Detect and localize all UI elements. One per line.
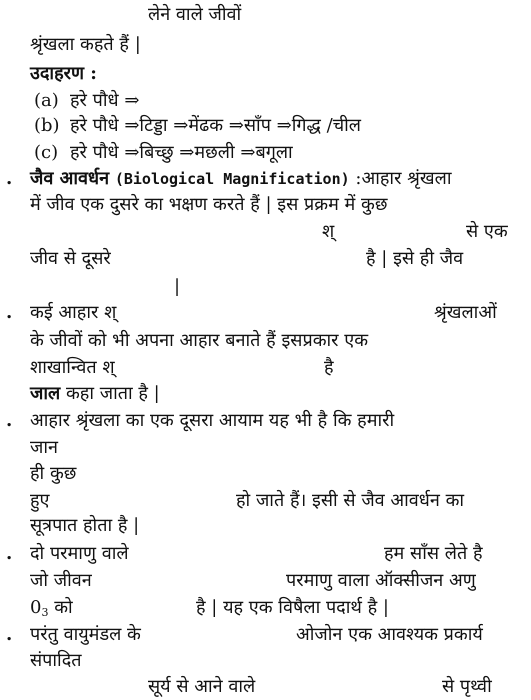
ozone-subscript: 3 bbox=[41, 606, 49, 619]
bullet: . bbox=[6, 302, 13, 323]
text-fragment: श् bbox=[322, 221, 335, 242]
text-fragment: कई आहार श् bbox=[30, 302, 117, 323]
paragraph-line bbox=[30, 168, 452, 190]
text-fragment: | bbox=[174, 276, 181, 297]
term-rest: कहा जाता है | bbox=[65, 383, 160, 404]
text-fragment: जान bbox=[30, 437, 59, 458]
example-marker: (c) bbox=[34, 142, 59, 163]
ozone-symbol: 0 bbox=[30, 597, 42, 618]
text-fragment: को bbox=[54, 597, 73, 618]
bullet: . bbox=[6, 410, 13, 431]
text-line: में जीव एक दुसरे का भक्षण करते हैं | इस प्रक्रम में कुछ bbox=[30, 194, 388, 215]
text-line: आहार श्रृंखला का एक दूसरा आयाम यह भी है कि हमारी bbox=[30, 410, 395, 431]
text-fragment: श्रृंखलाओं bbox=[434, 302, 497, 323]
example-item: हरे पौधे ⇒टिड्डा ⇒मेंढक ⇒साँप ⇒गिद्ध /चील bbox=[70, 115, 361, 136]
term-bold: जैव आवर्धन bbox=[30, 168, 110, 189]
term-bold: जाल bbox=[30, 383, 61, 404]
text-fragment: ओजोन एक आवश्यक प्रकार्य bbox=[296, 624, 483, 645]
text-fragment: हम साँस लेते है bbox=[384, 543, 483, 564]
example-marker: (a) bbox=[34, 90, 59, 111]
term-english: (Biological Magnification) bbox=[114, 170, 350, 188]
text-fragment: से एक bbox=[466, 221, 508, 242]
text-line bbox=[30, 383, 160, 405]
text-fragment: सूर्य से आने वाले bbox=[148, 676, 256, 697]
text-fragment: संपादित bbox=[30, 650, 82, 671]
text-fragment bbox=[30, 597, 73, 624]
text-fragment: है bbox=[324, 357, 334, 378]
text-fragment: ही कुछ bbox=[30, 463, 77, 484]
text-fragment: परमाणु वाला ऑक्सीजन अणु bbox=[286, 570, 476, 591]
text-fragment: हुए bbox=[30, 490, 50, 511]
text-fragment: हो जाते हैं। इसी से जैव आवर्धन का bbox=[236, 490, 465, 511]
term-rest: :आहार श्रृंखला bbox=[355, 168, 452, 189]
text-fragment: दो परमाणु वाले bbox=[30, 543, 129, 564]
text-fragment: जो जीवन bbox=[30, 570, 92, 591]
text-line: सूत्रपात होता है | bbox=[30, 515, 140, 536]
text-fragment: परंतु वायुमंडल के bbox=[30, 624, 141, 645]
text-line: श्रृंखला कहते हैं | bbox=[30, 34, 141, 55]
example-item: हरे पौधे ⇒बिच्छु ⇒मछली ⇒बगूला bbox=[70, 142, 293, 163]
example-heading: उदाहरण : bbox=[30, 63, 97, 84]
text-fragment: है | इसे ही जैव bbox=[366, 248, 464, 269]
example-item: हरे पौधे ⇒ bbox=[70, 90, 140, 111]
bullet: . bbox=[6, 624, 13, 645]
text-line: लेने वाले जीवों bbox=[148, 4, 242, 25]
text-fragment: है | यह एक विषैला पदार्थ है | bbox=[196, 597, 389, 618]
text-fragment: शाखान्वित श् bbox=[30, 357, 115, 378]
bullet: . bbox=[6, 168, 13, 189]
text-fragment: जीव से दूसरे bbox=[30, 248, 111, 269]
bullet: . bbox=[6, 543, 13, 564]
text-fragment: से पृथ्वी bbox=[442, 676, 492, 697]
text-line: के जीवों को भी अपना आहार बनाते हैं इसप्रकार एक bbox=[30, 330, 369, 351]
example-marker: (b) bbox=[34, 115, 60, 136]
